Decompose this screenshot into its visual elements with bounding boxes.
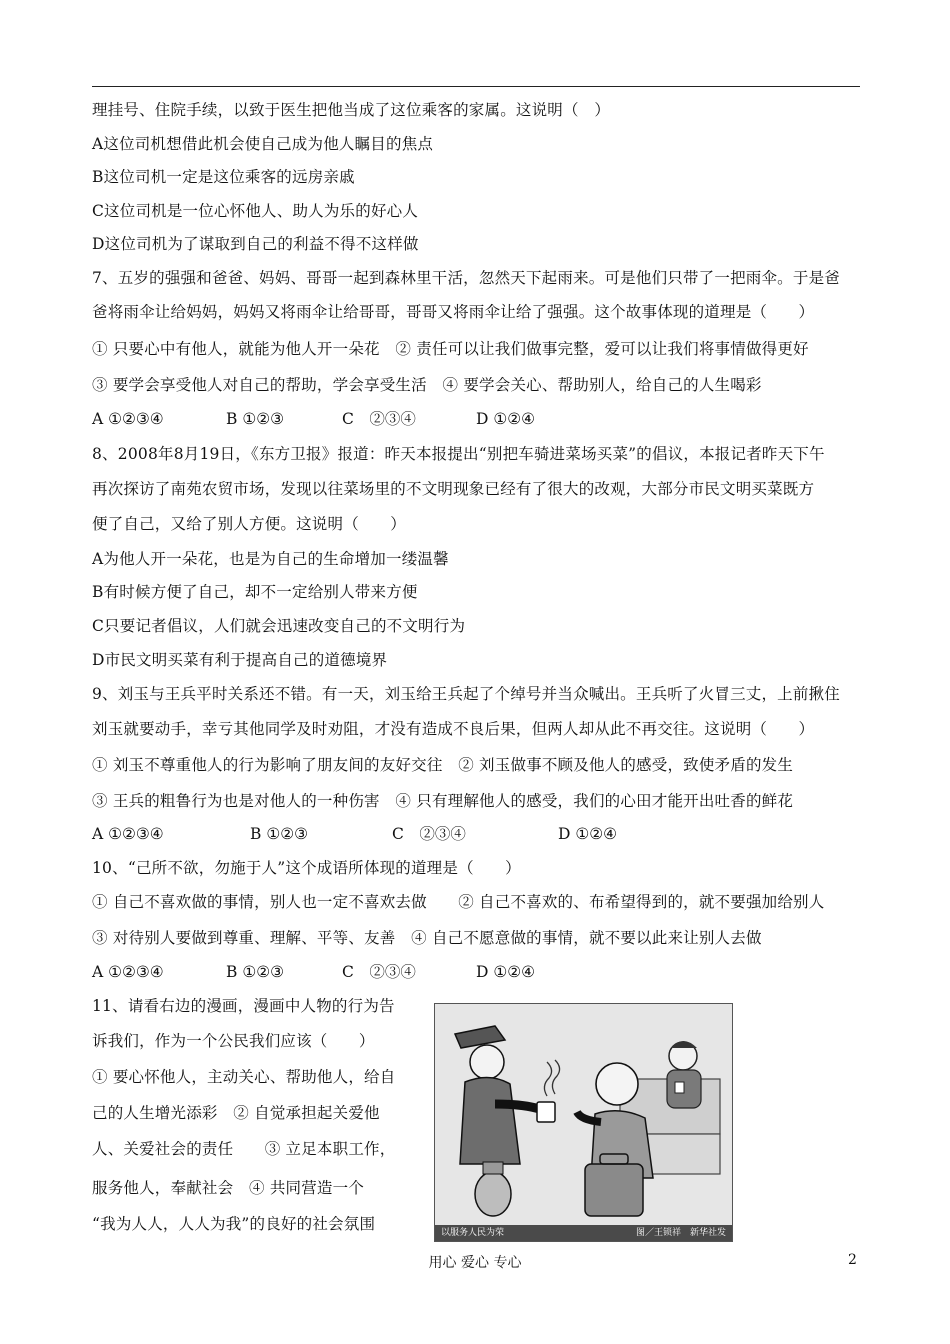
q7-statement-3-4: ③ 要学会享受他人对自己的帮助，学会享受生活 ④ 要学会关心、帮助别人，给自己的人生喝彩 — [92, 376, 762, 394]
cartoon-caption-credit: 图／王锁祥 新华社发 — [635, 1228, 726, 1238]
q8-option-a: A为他人开一朵花，也是为自己的生命增加一缕温馨 — [92, 550, 449, 568]
q11-statement-line3: 人、关爱社会的责任 ③ 立足本职工作， — [92, 1140, 396, 1158]
q8-option-b: B有时候方便了自己，却不一定给别人带来方便 — [92, 583, 418, 601]
q9-stem-line1: 9、刘玉与王兵平时关系还不错。有一天，刘玉给王兵起了个绰号并当众喊出。王兵听了火冒三丈，上前揪住 — [92, 685, 840, 703]
q9-choice-d: D ①②④ — [558, 825, 618, 843]
q8-option-d: D市民文明买菜有利于提高自己的道德境界 — [92, 651, 388, 669]
q7-choice-d: D ①②④ — [476, 410, 536, 428]
q8-option-c: C只要记者倡议，人们就会迅速改变自己的不文明行为 — [92, 617, 466, 635]
q9-choice-a: A ①②③④ — [92, 825, 164, 843]
page-footer-slogan: 用心 爱心 专心 — [428, 1255, 522, 1271]
cartoon-caption-title: 以服务人民为荣 — [441, 1228, 505, 1238]
q8-stem-line1: 8、2008年8月19日，《东方卫报》报道：昨天本报提出“别把车骑进菜场买菜”的倡议，本报记者昨天下午 — [92, 445, 825, 463]
q9-statement-3-4: ③ 王兵的粗鲁行为也是对他人的一种伤害 ④ 只有理解他人的感受，我们的心田才能开出吐香的鲜花 — [92, 792, 794, 810]
q11-statement-line5: “我为人人，人人为我”的良好的社会氛围 — [92, 1215, 376, 1233]
q10-statement-1-2: ① 自己不喜欢做的事情，别人也一定不喜欢去做 ② 自己不喜欢的、布希望得到的，就不要强加给别人 — [92, 893, 825, 911]
q10-statement-3-4: ③ 对待别人要做到尊重、理解、平等、友善 ④ 自己不愿意做的事情，就不要以此来让别人去做 — [92, 929, 762, 947]
q7-choice-b: B ①②③ — [226, 410, 285, 428]
q11-statement-line1: ① 要心怀他人，主动关心、帮助他人，给自 — [92, 1068, 396, 1086]
q7-stem-line1: 7、五岁的强强和爸爸、妈妈、哥哥一起到森林里干活，忽然天下起雨来。可是他们只带了一把雨伞。于是爸 — [92, 269, 840, 287]
q10-choice-a: A ①②③④ — [92, 963, 164, 981]
q6-stem-tail: 理挂号、住院手续，以致于医生把他当成了这位乘客的家属。这说明（ ） — [92, 101, 611, 119]
q8-stem-line2: 再次探访了南苑农贸市场，发现以往菜场里的不文明现象已经有了很大的改观，大部分市民文明买菜既方 — [92, 480, 815, 498]
q10-choice-b: B ①②③ — [226, 963, 285, 981]
q11-stem-line1: 11、请看右边的漫画，漫画中人物的行为告 — [92, 997, 395, 1015]
q6-option-a: A这位司机想借此机会使自己成为他人瞩目的焦点 — [92, 135, 434, 153]
q11-statement-line2: 己的人生增光添彩 ② 自觉承担起关爱他 — [92, 1104, 380, 1122]
q7-statement-1-2: ① 只要心中有他人，就能为他人开一朵花 ② 责任可以让我们做事完整，爱可以让我们将事情做得更好 — [92, 340, 809, 358]
q8-stem-line3: 便了自己，又给了别人方便。这说明（ ） — [92, 515, 407, 533]
q9-choice-c: C ②③④ — [392, 825, 466, 843]
header-rule — [92, 86, 860, 87]
q6-option-c: C这位司机是一位心怀他人、助人为乐的好心人 — [92, 202, 419, 220]
page-number: 2 — [848, 1252, 857, 1268]
q7-choice-a: A ①②③④ — [92, 410, 164, 428]
q7-choice-c: C ②③④ — [342, 410, 416, 428]
q11-stem-line2: 诉我们，作为一个公民我们应该（ ） — [92, 1032, 375, 1050]
q7-stem-line2: 爸将雨伞让给妈妈，妈妈又将雨伞让给哥哥，哥哥又将雨伞让给了强强。这个故事体现的道理是（ ） — [92, 303, 815, 321]
q10-stem: 10、“己所不欲，勿施于人”这个成语所体现的道理是（ ） — [92, 859, 521, 877]
q9-statement-1-2: ① 刘玉不尊重他人的行为影响了朋友间的友好交往 ② 刘玉做事不顾及他人的感受，致使矛盾的发生 — [92, 756, 794, 774]
q9-stem-line2: 刘玉就要动手，幸亏其他同学及时劝阻，才没有造成不良后果，但两人却从此不再交往。这说明（ ） — [92, 720, 815, 738]
q10-choice-d: D ①②④ — [476, 963, 536, 981]
q6-option-d: D这位司机为了谋取到自己的利益不得不这样做 — [92, 235, 419, 253]
q10-choice-c: C ②③④ — [342, 963, 416, 981]
q11-statement-line4: 服务他人，奉献社会 ④ 共同营造一个 — [92, 1179, 365, 1197]
q6-option-b: B这位司机一定是这位乘客的远房亲戚 — [92, 168, 355, 186]
cartoon-illustration — [434, 1003, 733, 1242]
cartoon-drawing — [435, 1004, 732, 1241]
q9-choice-b: B ①②③ — [250, 825, 309, 843]
